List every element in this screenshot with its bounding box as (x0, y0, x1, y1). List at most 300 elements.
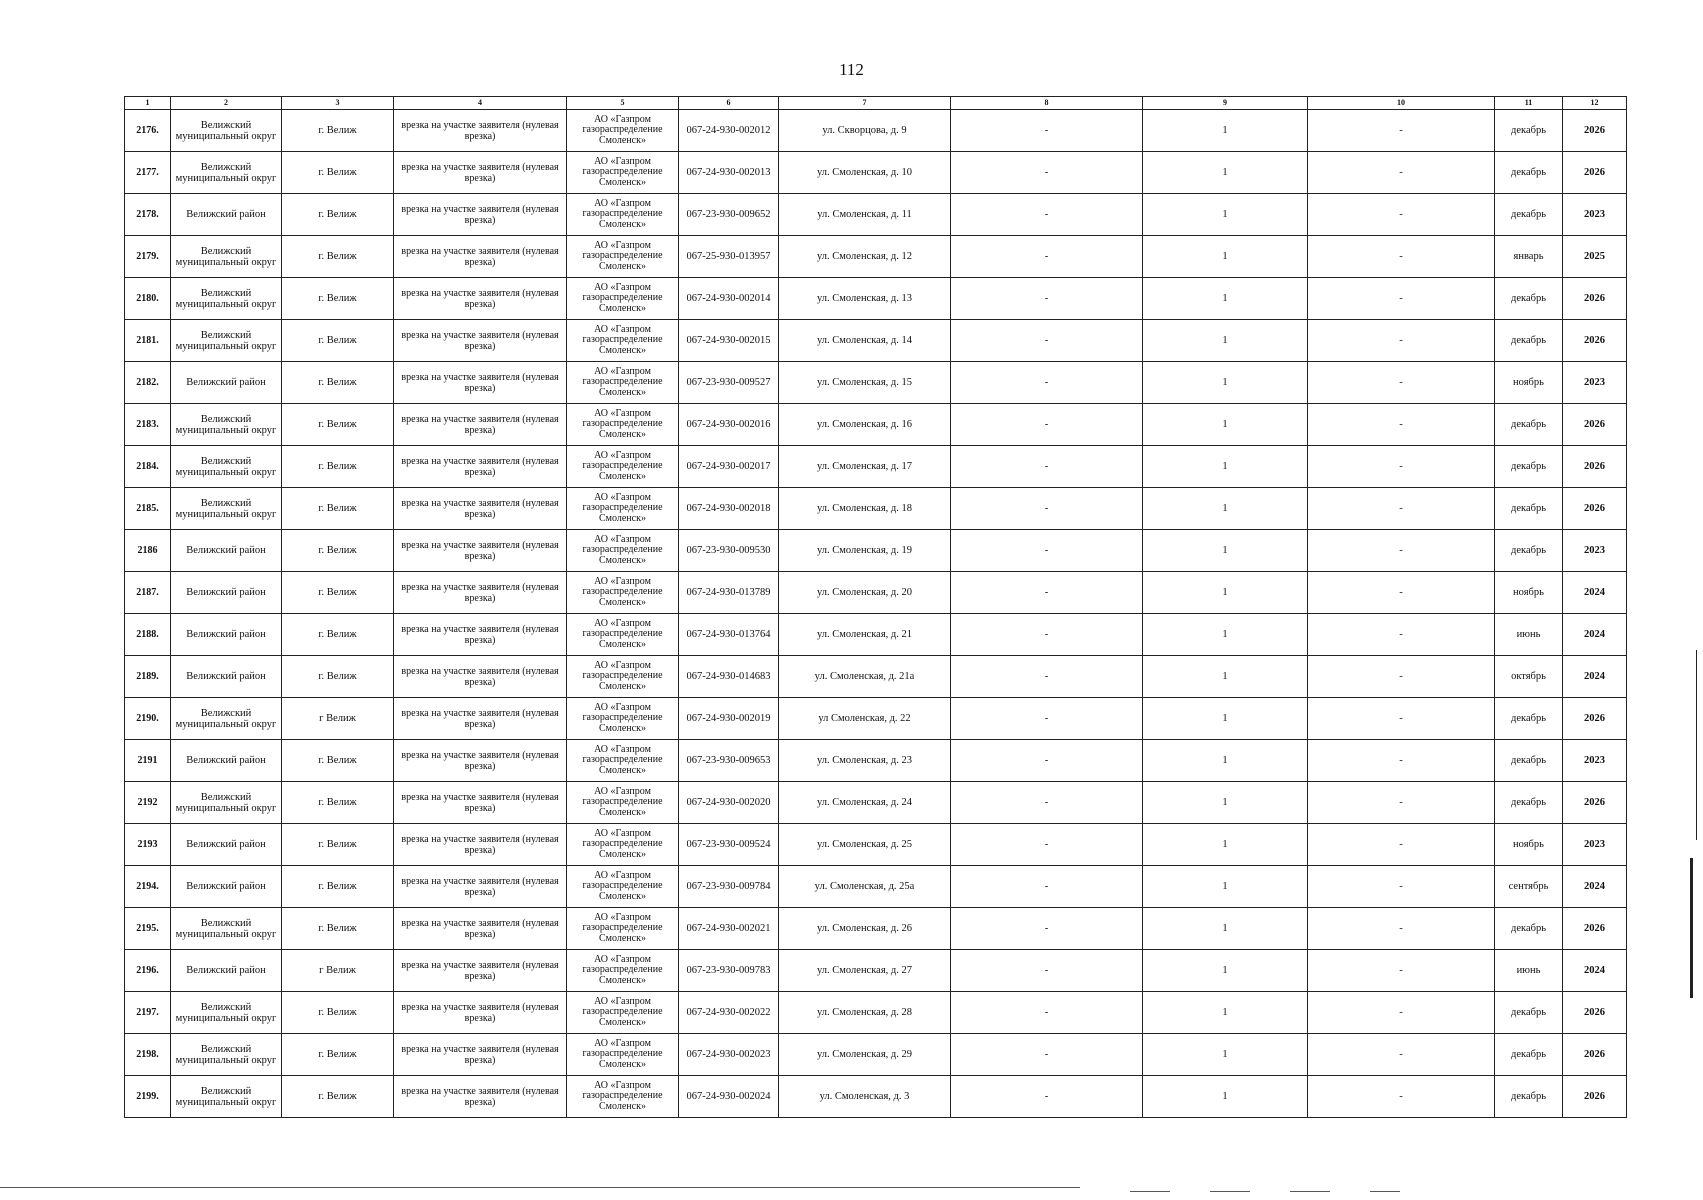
district-cell: Велижский муниципальный округ (171, 278, 282, 320)
address-cell: ул. Смоленская, д. 25 (779, 824, 951, 866)
city-cell: г. Велиж (282, 446, 394, 488)
col10-cell: - (1308, 1076, 1495, 1118)
month-cell: ноябрь (1495, 824, 1563, 866)
district-cell: Велижский муниципальный округ (171, 488, 282, 530)
col8-cell: - (951, 908, 1143, 950)
district-cell: Велижский муниципальный округ (171, 404, 282, 446)
column-header: 1 (125, 97, 171, 110)
col9-cell: 1 (1143, 866, 1308, 908)
col9-cell: 1 (1143, 152, 1308, 194)
col10-cell: - (1308, 656, 1495, 698)
row-number: 2199. (125, 1076, 171, 1118)
month-cell: июнь (1495, 950, 1563, 992)
column-header: 12 (1563, 97, 1627, 110)
year-cell: 2023 (1563, 824, 1627, 866)
scan-edge-mark (1690, 858, 1693, 998)
col8-cell: - (951, 320, 1143, 362)
address-cell: ул. Смоленская, д. 12 (779, 236, 951, 278)
footer-line (0, 1187, 1080, 1188)
year-cell: 2024 (1563, 950, 1627, 992)
work-type-cell: врезка на участке заявителя (нулевая врезка) (394, 488, 567, 530)
city-cell: г. Велиж (282, 740, 394, 782)
district-cell: Велижский район (171, 362, 282, 404)
object-code-cell: 067-24-930-002013 (679, 152, 779, 194)
footer-line (1210, 1191, 1250, 1192)
month-cell: декабрь (1495, 740, 1563, 782)
address-cell: ул. Смоленская, д. 28 (779, 992, 951, 1034)
col8-cell: - (951, 992, 1143, 1034)
column-header: 2 (171, 97, 282, 110)
col9-cell: 1 (1143, 950, 1308, 992)
object-code-cell: 067-24-930-002018 (679, 488, 779, 530)
object-code-cell: 067-24-930-002015 (679, 320, 779, 362)
city-cell: г. Велиж (282, 236, 394, 278)
col8-cell: - (951, 782, 1143, 824)
row-number: 2188. (125, 614, 171, 656)
infrastructure-table (124, 96, 1627, 1118)
table-row (125, 488, 1627, 530)
table-row (125, 992, 1627, 1034)
organization-cell: АО «Газпром газораспределение Смоленск» (567, 698, 679, 740)
col9-cell: 1 (1143, 278, 1308, 320)
organization-cell: АО «Газпром газораспределение Смоленск» (567, 404, 679, 446)
row-number: 2198. (125, 1034, 171, 1076)
month-cell: декабрь (1495, 278, 1563, 320)
col10-cell: - (1308, 866, 1495, 908)
work-type-cell: врезка на участке заявителя (нулевая врезка) (394, 362, 567, 404)
organization-cell: АО «Газпром газораспределение Смоленск» (567, 194, 679, 236)
year-cell: 2026 (1563, 110, 1627, 152)
col8-cell: - (951, 740, 1143, 782)
work-type-cell: врезка на участке заявителя (нулевая врезка) (394, 152, 567, 194)
city-cell: г. Велиж (282, 488, 394, 530)
work-type-cell: врезка на участке заявителя (нулевая врезка) (394, 740, 567, 782)
table-row (125, 866, 1627, 908)
object-code-cell: 067-24-930-002014 (679, 278, 779, 320)
col8-cell: - (951, 110, 1143, 152)
footer-line (1130, 1191, 1170, 1192)
col9-cell: 1 (1143, 488, 1308, 530)
address-cell: ул. Смоленская, д. 15 (779, 362, 951, 404)
row-number: 2176. (125, 110, 171, 152)
district-cell: Велижский район (171, 866, 282, 908)
col8-cell: - (951, 824, 1143, 866)
object-code-cell: 067-23-930-009652 (679, 194, 779, 236)
col9-cell: 1 (1143, 404, 1308, 446)
organization-cell: АО «Газпром газораспределение Смоленск» (567, 656, 679, 698)
table-row (125, 362, 1627, 404)
month-cell: декабрь (1495, 404, 1563, 446)
month-cell: декабрь (1495, 152, 1563, 194)
organization-cell: АО «Газпром газораспределение Смоленск» (567, 1076, 679, 1118)
row-number: 2186 (125, 530, 171, 572)
organization-cell: АО «Газпром газораспределение Смоленск» (567, 236, 679, 278)
table-row (125, 1076, 1627, 1118)
year-cell: 2023 (1563, 362, 1627, 404)
city-cell: г. Велиж (282, 1034, 394, 1076)
year-cell: 2026 (1563, 908, 1627, 950)
address-cell: ул. Смоленская, д. 3 (779, 1076, 951, 1118)
organization-cell: АО «Газпром газораспределение Смоленск» (567, 950, 679, 992)
column-number-row (125, 97, 1627, 110)
object-code-cell: 067-23-930-009653 (679, 740, 779, 782)
work-type-cell: врезка на участке заявителя (нулевая врезка) (394, 950, 567, 992)
work-type-cell: врезка на участке заявителя (нулевая врезка) (394, 572, 567, 614)
table-row (125, 446, 1627, 488)
col10-cell: - (1308, 530, 1495, 572)
month-cell: декабрь (1495, 908, 1563, 950)
work-type-cell: врезка на участке заявителя (нулевая врезка) (394, 404, 567, 446)
object-code-cell: 067-24-930-014683 (679, 656, 779, 698)
district-cell: Велижский район (171, 740, 282, 782)
column-header: 9 (1143, 97, 1308, 110)
table-row (125, 1034, 1627, 1076)
district-cell: Велижский муниципальный округ (171, 110, 282, 152)
col9-cell: 1 (1143, 572, 1308, 614)
row-number: 2179. (125, 236, 171, 278)
month-cell: декабрь (1495, 1034, 1563, 1076)
work-type-cell: врезка на участке заявителя (нулевая врезка) (394, 782, 567, 824)
year-cell: 2025 (1563, 236, 1627, 278)
col8-cell: - (951, 530, 1143, 572)
district-cell: Велижский район (171, 530, 282, 572)
col10-cell: - (1308, 194, 1495, 236)
table-body (125, 110, 1627, 1118)
col8-cell: - (951, 572, 1143, 614)
organization-cell: АО «Газпром газораспределение Смоленск» (567, 110, 679, 152)
table-row (125, 278, 1627, 320)
col9-cell: 1 (1143, 530, 1308, 572)
col8-cell: - (951, 656, 1143, 698)
table-row (125, 656, 1627, 698)
month-cell: декабрь (1495, 110, 1563, 152)
col9-cell: 1 (1143, 908, 1308, 950)
district-cell: Велижский район (171, 194, 282, 236)
district-cell: Велижский муниципальный округ (171, 1034, 282, 1076)
table-row (125, 152, 1627, 194)
page-number: 112 (839, 60, 864, 79)
address-cell: ул. Смоленская, д. 26 (779, 908, 951, 950)
district-cell: Велижский муниципальный округ (171, 992, 282, 1034)
month-cell: ноябрь (1495, 572, 1563, 614)
work-type-cell: врезка на участке заявителя (нулевая врезка) (394, 446, 567, 488)
work-type-cell: врезка на участке заявителя (нулевая врезка) (394, 320, 567, 362)
row-number: 2185. (125, 488, 171, 530)
organization-cell: АО «Газпром газораспределение Смоленск» (567, 446, 679, 488)
row-number: 2196. (125, 950, 171, 992)
table-row (125, 194, 1627, 236)
col8-cell: - (951, 1034, 1143, 1076)
year-cell: 2023 (1563, 740, 1627, 782)
col9-cell: 1 (1143, 782, 1308, 824)
column-header: 10 (1308, 97, 1495, 110)
month-cell: декабрь (1495, 530, 1563, 572)
col9-cell: 1 (1143, 992, 1308, 1034)
city-cell: г. Велиж (282, 572, 394, 614)
address-cell: ул. Смоленская, д. 16 (779, 404, 951, 446)
col10-cell: - (1308, 740, 1495, 782)
col9-cell: 1 (1143, 824, 1308, 866)
city-cell: г. Велиж (282, 152, 394, 194)
col10-cell: - (1308, 446, 1495, 488)
col10-cell: - (1308, 698, 1495, 740)
district-cell: Велижский муниципальный округ (171, 1076, 282, 1118)
organization-cell: АО «Газпром газораспределение Смоленск» (567, 488, 679, 530)
month-cell: октябрь (1495, 656, 1563, 698)
col8-cell: - (951, 1076, 1143, 1118)
col9-cell: 1 (1143, 1034, 1308, 1076)
row-number: 2194. (125, 866, 171, 908)
scan-edge-mark (1696, 650, 1697, 840)
col10-cell: - (1308, 404, 1495, 446)
table-row (125, 782, 1627, 824)
col8-cell: - (951, 194, 1143, 236)
object-code-cell: 067-24-930-002020 (679, 782, 779, 824)
organization-cell: АО «Газпром газораспределение Смоленск» (567, 530, 679, 572)
year-cell: 2026 (1563, 278, 1627, 320)
table-row (125, 530, 1627, 572)
col10-cell: - (1308, 278, 1495, 320)
organization-cell: АО «Газпром газораспределение Смоленск» (567, 908, 679, 950)
table-row (125, 110, 1627, 152)
col8-cell: - (951, 152, 1143, 194)
col8-cell: - (951, 866, 1143, 908)
table-row (125, 404, 1627, 446)
month-cell: январь (1495, 236, 1563, 278)
address-cell: ул. Смоленская, д. 25а (779, 866, 951, 908)
work-type-cell: врезка на участке заявителя (нулевая врезка) (394, 908, 567, 950)
col10-cell: - (1308, 236, 1495, 278)
object-code-cell: 067-24-930-013764 (679, 614, 779, 656)
city-cell: г. Велиж (282, 278, 394, 320)
table-row (125, 950, 1627, 992)
col9-cell: 1 (1143, 236, 1308, 278)
address-cell: ул. Смоленская, д. 13 (779, 278, 951, 320)
col9-cell: 1 (1143, 194, 1308, 236)
address-cell: ул. Смоленская, д. 10 (779, 152, 951, 194)
district-cell: Велижский район (171, 572, 282, 614)
col9-cell: 1 (1143, 698, 1308, 740)
table-row (125, 320, 1627, 362)
city-cell: г. Велиж (282, 530, 394, 572)
col8-cell: - (951, 488, 1143, 530)
address-cell: ул. Смоленская, д. 29 (779, 1034, 951, 1076)
work-type-cell: врезка на участке заявителя (нулевая врезка) (394, 1034, 567, 1076)
address-cell: ул. Смоленская, д. 24 (779, 782, 951, 824)
table-row (125, 908, 1627, 950)
object-code-cell: 067-24-930-002017 (679, 446, 779, 488)
col10-cell: - (1308, 488, 1495, 530)
col9-cell: 1 (1143, 446, 1308, 488)
address-cell: ул. Смоленская, д. 23 (779, 740, 951, 782)
row-number: 2182. (125, 362, 171, 404)
organization-cell: АО «Газпром газораспределение Смоленск» (567, 278, 679, 320)
object-code-cell: 067-23-930-009530 (679, 530, 779, 572)
district-cell: Велижский муниципальный округ (171, 152, 282, 194)
district-cell: Велижский муниципальный округ (171, 782, 282, 824)
address-cell: ул. Смоленская, д. 20 (779, 572, 951, 614)
column-header: 6 (679, 97, 779, 110)
col10-cell: - (1308, 950, 1495, 992)
organization-cell: АО «Газпром газораспределение Смоленск» (567, 1034, 679, 1076)
row-number: 2189. (125, 656, 171, 698)
column-header: 5 (567, 97, 679, 110)
year-cell: 2023 (1563, 194, 1627, 236)
address-cell: ул. Смоленская, д. 19 (779, 530, 951, 572)
month-cell: декабрь (1495, 488, 1563, 530)
work-type-cell: врезка на участке заявителя (нулевая врезка) (394, 110, 567, 152)
month-cell: декабрь (1495, 992, 1563, 1034)
organization-cell: АО «Газпром газораспределение Смоленск» (567, 866, 679, 908)
col8-cell: - (951, 404, 1143, 446)
year-cell: 2026 (1563, 446, 1627, 488)
object-code-cell: 067-24-930-002023 (679, 1034, 779, 1076)
row-number: 2195. (125, 908, 171, 950)
col8-cell: - (951, 698, 1143, 740)
organization-cell: АО «Газпром газораспределение Смоленск» (567, 992, 679, 1034)
col8-cell: - (951, 278, 1143, 320)
month-cell: декабрь (1495, 782, 1563, 824)
table-row (125, 236, 1627, 278)
row-number: 2177. (125, 152, 171, 194)
address-cell: ул. Смоленская, д. 14 (779, 320, 951, 362)
organization-cell: АО «Газпром газораспределение Смоленск» (567, 362, 679, 404)
city-cell: г. Велиж (282, 1076, 394, 1118)
address-cell: ул. Скворцова, д. 9 (779, 110, 951, 152)
work-type-cell: врезка на участке заявителя (нулевая врезка) (394, 698, 567, 740)
row-number: 2183. (125, 404, 171, 446)
work-type-cell: врезка на участке заявителя (нулевая врезка) (394, 866, 567, 908)
work-type-cell: врезка на участке заявителя (нулевая врезка) (394, 1076, 567, 1118)
col9-cell: 1 (1143, 740, 1308, 782)
work-type-cell: врезка на участке заявителя (нулевая врезка) (394, 530, 567, 572)
object-code-cell: 067-24-930-002019 (679, 698, 779, 740)
year-cell: 2024 (1563, 614, 1627, 656)
work-type-cell: врезка на участке заявителя (нулевая врезка) (394, 194, 567, 236)
row-number: 2184. (125, 446, 171, 488)
organization-cell: АО «Газпром газораспределение Смоленск» (567, 572, 679, 614)
row-number: 2181. (125, 320, 171, 362)
object-code-cell: 067-24-930-002016 (679, 404, 779, 446)
address-cell: ул. Смоленская, д. 27 (779, 950, 951, 992)
col10-cell: - (1308, 782, 1495, 824)
year-cell: 2026 (1563, 1034, 1627, 1076)
month-cell: декабрь (1495, 320, 1563, 362)
city-cell: г. Велиж (282, 110, 394, 152)
year-cell: 2024 (1563, 656, 1627, 698)
col10-cell: - (1308, 110, 1495, 152)
address-cell: ул. Смоленская, д. 21 (779, 614, 951, 656)
col10-cell: - (1308, 992, 1495, 1034)
table-row (125, 572, 1627, 614)
col9-cell: 1 (1143, 362, 1308, 404)
organization-cell: АО «Газпром газораспределение Смоленск» (567, 614, 679, 656)
district-cell: Велижский район (171, 950, 282, 992)
object-code-cell: 067-25-930-013957 (679, 236, 779, 278)
address-cell: ул. Смоленская, д. 21а (779, 656, 951, 698)
col8-cell: - (951, 614, 1143, 656)
work-type-cell: врезка на участке заявителя (нулевая врезка) (394, 614, 567, 656)
month-cell: декабрь (1495, 698, 1563, 740)
month-cell: декабрь (1495, 446, 1563, 488)
address-cell: ул Смоленская, д. 22 (779, 698, 951, 740)
col9-cell: 1 (1143, 320, 1308, 362)
col9-cell: 1 (1143, 1076, 1308, 1118)
address-cell: ул. Смоленская, д. 11 (779, 194, 951, 236)
table-row (125, 698, 1627, 740)
row-number: 2190. (125, 698, 171, 740)
month-cell: декабрь (1495, 194, 1563, 236)
work-type-cell: врезка на участке заявителя (нулевая врезка) (394, 656, 567, 698)
year-cell: 2026 (1563, 404, 1627, 446)
work-type-cell: врезка на участке заявителя (нулевая врезка) (394, 278, 567, 320)
city-cell: г. Велиж (282, 320, 394, 362)
object-code-cell: 067-23-930-009524 (679, 824, 779, 866)
organization-cell: АО «Газпром газораспределение Смоленск» (567, 782, 679, 824)
organization-cell: АО «Газпром газораспределение Смоленск» (567, 152, 679, 194)
district-cell: Велижский район (171, 824, 282, 866)
work-type-cell: врезка на участке заявителя (нулевая врезка) (394, 824, 567, 866)
column-header: 7 (779, 97, 951, 110)
city-cell: г. Велиж (282, 194, 394, 236)
year-cell: 2026 (1563, 488, 1627, 530)
object-code-cell: 067-23-930-009527 (679, 362, 779, 404)
address-cell: ул. Смоленская, д. 18 (779, 488, 951, 530)
month-cell: ноябрь (1495, 362, 1563, 404)
city-cell: г. Велиж (282, 614, 394, 656)
city-cell: г. Велиж (282, 866, 394, 908)
col9-cell: 1 (1143, 110, 1308, 152)
footer-line (1370, 1191, 1400, 1192)
row-number: 2197. (125, 992, 171, 1034)
row-number: 2193 (125, 824, 171, 866)
city-cell: г Велиж (282, 950, 394, 992)
district-cell: Велижский район (171, 614, 282, 656)
col8-cell: - (951, 446, 1143, 488)
city-cell: г Велиж (282, 698, 394, 740)
district-cell: Велижский муниципальный округ (171, 320, 282, 362)
month-cell: июнь (1495, 614, 1563, 656)
row-number: 2180. (125, 278, 171, 320)
year-cell: 2024 (1563, 866, 1627, 908)
district-cell: Велижский муниципальный округ (171, 698, 282, 740)
col9-cell: 1 (1143, 656, 1308, 698)
district-cell: Велижский район (171, 656, 282, 698)
col8-cell: - (951, 950, 1143, 992)
object-code-cell: 067-23-930-009784 (679, 866, 779, 908)
city-cell: г. Велиж (282, 362, 394, 404)
column-header: 3 (282, 97, 394, 110)
district-cell: Велижский муниципальный округ (171, 446, 282, 488)
col10-cell: - (1308, 614, 1495, 656)
district-cell: Велижский муниципальный округ (171, 908, 282, 950)
month-cell: декабрь (1495, 1076, 1563, 1118)
row-number: 2191 (125, 740, 171, 782)
work-type-cell: врезка на участке заявителя (нулевая врезка) (394, 992, 567, 1034)
col10-cell: - (1308, 824, 1495, 866)
col10-cell: - (1308, 908, 1495, 950)
city-cell: г. Велиж (282, 404, 394, 446)
organization-cell: АО «Газпром газораспределение Смоленск» (567, 740, 679, 782)
column-header: 11 (1495, 97, 1563, 110)
row-number: 2178. (125, 194, 171, 236)
address-cell: ул. Смоленская, д. 17 (779, 446, 951, 488)
col8-cell: - (951, 362, 1143, 404)
table-row (125, 824, 1627, 866)
col10-cell: - (1308, 320, 1495, 362)
city-cell: г. Велиж (282, 782, 394, 824)
object-code-cell: 067-24-930-002021 (679, 908, 779, 950)
